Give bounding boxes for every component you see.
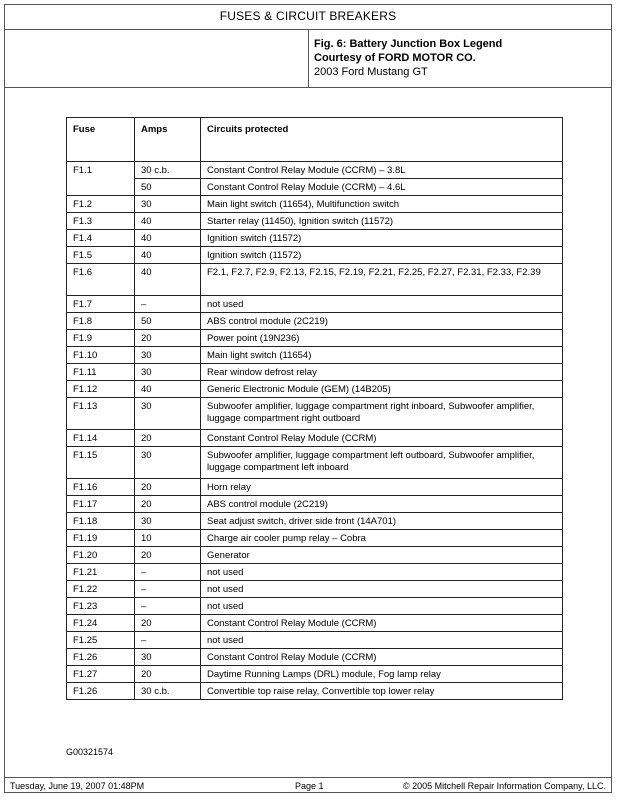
info-divider [308, 29, 309, 87]
circuits-cell: not used [201, 564, 563, 581]
circuits-cell: F2.1, F2.7, F2.9, F2.13, F2.15, F2.19, F2.21, F2.25, F2.27, F2.31, F2.33, F2.39 [201, 264, 563, 296]
figure-courtesy: Courtesy of FORD MOTOR CO. [314, 52, 476, 64]
footer-copyright: © 2005 Mitchell Repair Information Company, LLC. [402, 781, 606, 791]
table-row [67, 381, 563, 398]
fuse-cell: F1.12 [67, 381, 135, 398]
amps-cell: 30 [135, 398, 201, 430]
table-row [67, 615, 563, 632]
table-row [67, 632, 563, 649]
circuits-cell: Seat adjust switch, driver side front (14A701) [201, 513, 563, 530]
amps-cell: – [135, 598, 201, 615]
fuse-cell: F1.4 [67, 230, 135, 247]
fuse-cell: F1.25 [67, 632, 135, 649]
table-row [67, 581, 563, 598]
table-row [67, 196, 563, 213]
table-row [67, 513, 563, 530]
fuse-cell: F1.20 [67, 547, 135, 564]
circuits-cell: Generator [201, 547, 563, 564]
circuits-cell: Constant Control Relay Module (CCRM) [201, 649, 563, 666]
fuse-cell: F1.1 [67, 162, 135, 196]
fuse-cell: F1.9 [67, 330, 135, 347]
fuse-cell: F1.24 [67, 615, 135, 632]
table-row [67, 547, 563, 564]
circuits-cell: ABS control module (2C219) [201, 313, 563, 330]
fuse-cell: F1.26 [67, 649, 135, 666]
fuse-cell: F1.13 [67, 398, 135, 430]
amps-cell: 30 [135, 364, 201, 381]
table-row [67, 447, 563, 479]
table-row [67, 162, 563, 179]
fuse-cell: F1.26 [67, 683, 135, 700]
table-row [67, 598, 563, 615]
figure-id: G00321574 [66, 747, 114, 757]
circuits-cell: Generic Electronic Module (GEM) (14B205) [201, 381, 563, 398]
circuits-cell: Rear window defrost relay [201, 364, 563, 381]
fuse-cell: F1.11 [67, 364, 135, 381]
circuits-cell: not used [201, 296, 563, 313]
table-row [67, 179, 563, 196]
fuse-cell: F1.21 [67, 564, 135, 581]
amps-cell: 40 [135, 213, 201, 230]
figure-info-panel [5, 29, 611, 88]
circuits-cell: not used [201, 632, 563, 649]
fuse-cell: F1.15 [67, 447, 135, 479]
amps-cell: 10 [135, 530, 201, 547]
fuse-cell: F1.10 [67, 347, 135, 364]
circuits-cell: Constant Control Relay Module (CCRM) – 4.6L [201, 179, 563, 196]
table-row [67, 564, 563, 581]
table-row [67, 347, 563, 364]
amps-cell: 50 [135, 313, 201, 330]
fuse-cell: F1.14 [67, 430, 135, 447]
circuits-cell: Main light switch (11654) [201, 347, 563, 364]
column-header-amps: Amps [135, 118, 201, 162]
amps-cell: 20 [135, 547, 201, 564]
column-header-fuse: Fuse [67, 118, 135, 162]
table-row [67, 649, 563, 666]
amps-cell: 20 [135, 479, 201, 496]
amps-cell: 30 c.b. [135, 162, 201, 179]
table-row [67, 398, 563, 430]
circuits-cell: Starter relay (11450), Ignition switch (11572) [201, 213, 563, 230]
circuits-cell: Ignition switch (11572) [201, 247, 563, 264]
footer-date: Tuesday, June 19, 2007 01:48PM [10, 781, 145, 791]
amps-cell: – [135, 581, 201, 598]
fuse-cell: F1.2 [67, 196, 135, 213]
table-row [67, 666, 563, 683]
circuits-cell: Horn relay [201, 479, 563, 496]
circuits-cell: Main light switch (11654), Multifunction switch [201, 196, 563, 213]
footer-page: Page 1 [295, 781, 324, 791]
table-row [67, 330, 563, 347]
circuits-cell: Power point (19N236) [201, 330, 563, 347]
fuse-cell: F1.3 [67, 213, 135, 230]
circuits-cell: not used [201, 581, 563, 598]
fuse-table-body [67, 162, 563, 700]
fuse-cell: F1.22 [67, 581, 135, 598]
amps-cell: 20 [135, 666, 201, 683]
figure-title: Fig. 6: Battery Junction Box Legend [314, 38, 503, 50]
table-row [67, 213, 563, 230]
amps-cell: – [135, 632, 201, 649]
amps-cell: 40 [135, 247, 201, 264]
amps-cell: 40 [135, 264, 201, 296]
table-row [67, 530, 563, 547]
table-header-row [67, 118, 563, 162]
fuse-cell: F1.19 [67, 530, 135, 547]
circuits-cell: not used [201, 598, 563, 615]
circuits-cell: Daytime Running Lamps (DRL) module, Fog lamp relay [201, 666, 563, 683]
table-row [67, 230, 563, 247]
amps-cell: 20 [135, 430, 201, 447]
fuse-cell: F1.16 [67, 479, 135, 496]
fuse-table [66, 117, 563, 700]
circuits-cell: Subwoofer amplifier, luggage compartment right inboard, Subwoofer amplifier, luggage compartment right outboard [201, 398, 563, 430]
circuits-cell: Constant Control Relay Module (CCRM) [201, 615, 563, 632]
amps-cell: 30 [135, 513, 201, 530]
content-area [5, 87, 611, 777]
fuse-cell: F1.27 [67, 666, 135, 683]
fuse-cell: F1.6 [67, 264, 135, 296]
table-row [67, 430, 563, 447]
amps-cell: 30 [135, 447, 201, 479]
circuits-cell: Constant Control Relay Module (CCRM) [201, 430, 563, 447]
amps-cell: 20 [135, 615, 201, 632]
table-row [67, 496, 563, 513]
amps-cell: 30 c.b. [135, 683, 201, 700]
column-header-circuits: Circuits protected [201, 118, 563, 162]
table-row [67, 296, 563, 313]
page-footer [5, 777, 611, 795]
amps-cell: – [135, 296, 201, 313]
fuse-cell: F1.17 [67, 496, 135, 513]
amps-cell: 30 [135, 196, 201, 213]
table-row [67, 264, 563, 296]
circuits-cell: Charge air cooler pump relay – Cobra [201, 530, 563, 547]
fuse-cell: F1.7 [67, 296, 135, 313]
vehicle-name: 2003 Ford Mustang GT [314, 66, 428, 78]
circuits-cell: Subwoofer amplifier, luggage compartment left outboard, Subwoofer amplifier, luggage compartment left inboard [201, 447, 563, 479]
table-row [67, 683, 563, 700]
table-row [67, 364, 563, 381]
amps-cell: 30 [135, 347, 201, 364]
amps-cell: 20 [135, 330, 201, 347]
circuits-cell: ABS control module (2C219) [201, 496, 563, 513]
fuse-cell: F1.23 [67, 598, 135, 615]
circuits-cell: Ignition switch (11572) [201, 230, 563, 247]
amps-cell: – [135, 564, 201, 581]
amps-cell: 40 [135, 230, 201, 247]
fuse-cell: F1.18 [67, 513, 135, 530]
amps-cell: 40 [135, 381, 201, 398]
page-title: FUSES & CIRCUIT BREAKERS [5, 5, 611, 30]
amps-cell: 50 [135, 179, 201, 196]
table-row [67, 313, 563, 330]
table-row [67, 247, 563, 264]
table-row [67, 479, 563, 496]
figure-caption [314, 37, 502, 79]
fuse-cell: F1.8 [67, 313, 135, 330]
amps-cell: 30 [135, 649, 201, 666]
circuits-cell: Constant Control Relay Module (CCRM) – 3.8L [201, 162, 563, 179]
fuse-cell: F1.5 [67, 247, 135, 264]
page-frame [4, 4, 612, 793]
circuits-cell: Convertible top raise relay, Convertible top lower relay [201, 683, 563, 700]
amps-cell: 20 [135, 496, 201, 513]
